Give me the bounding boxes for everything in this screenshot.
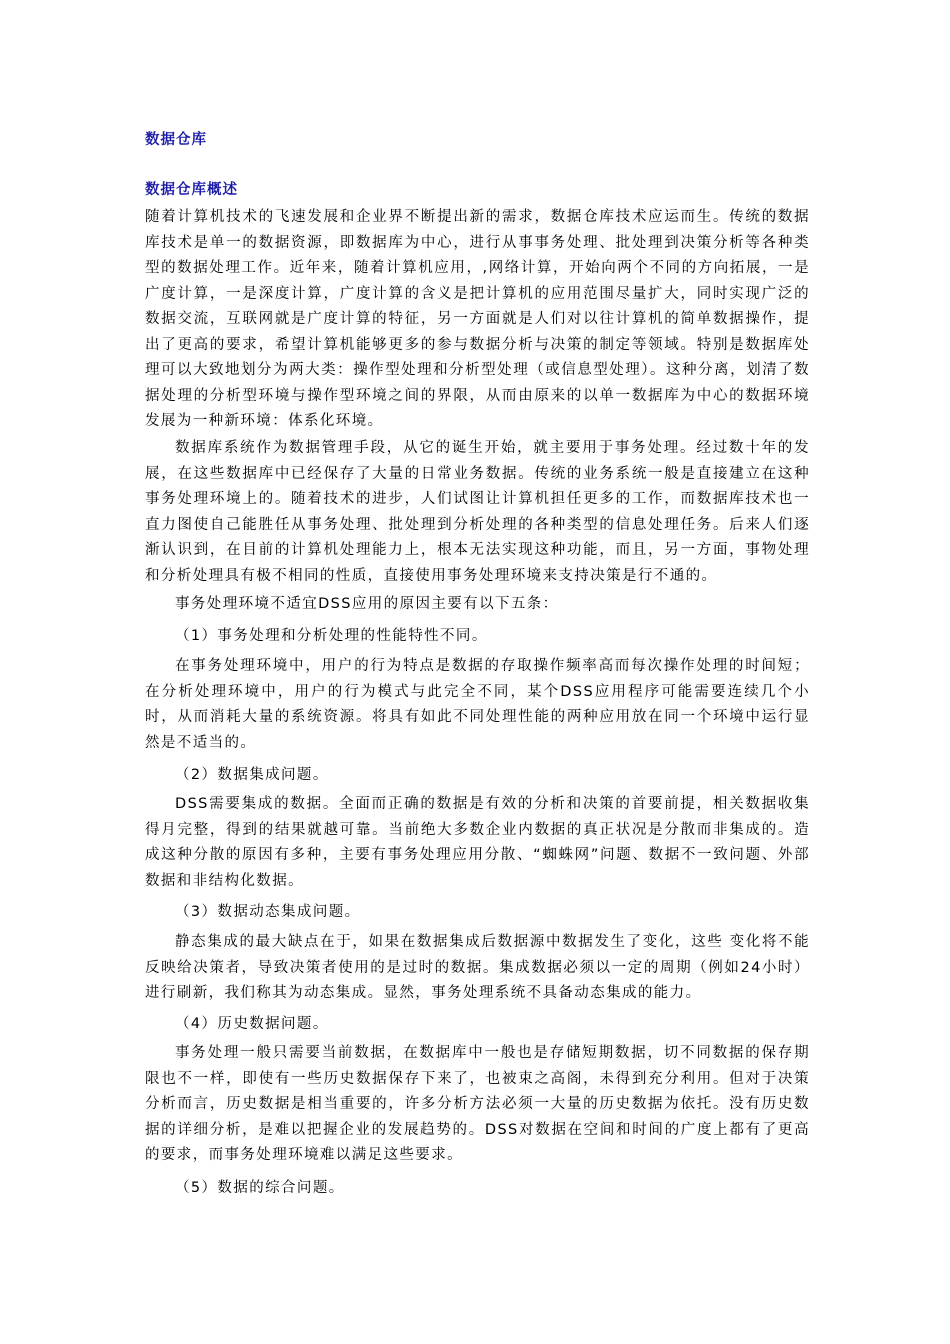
list-item-1: （1）事务处理和分析处理的性能特性不同。 [175, 628, 488, 644]
paragraph-intro: 随着计算机技术的飞速发展和企业界不断提出新的需求，数据仓库技术应运而生。传统的数据库技术是单一的数据资源，即数据库为中心，进行从事事务处理、批处理到决策分析等各种类型的数据处理工作。近年来，随着计算机应用，,网络计算，开始向两个不同的方向拓展，一是广度计算，一是深度计算，广度计算的含义是把计算机的应用范围尽量扩大，同时实现广泛的数据交流，互联网就是广度计算的特征，另一方面就是人们对以往计算机的简单数据操作，提出了更高的要求，希望计算机能够更多的参与数据分析与决策的制定等领域。特别是数据库处理可以大致地划分为两大类：操作型处理和分析型处理（或信息型处理）。这种分离，划清了数据处理的分析型环境与操作型环境之间的界限，从而由原来的以单一数据库为中心的数据环境发展为一种新环境：体系化环境。 [145, 209, 810, 429]
paragraph-dynamic-integration: 静态集成的最大缺点在于，如果在数据集成后数据源中数据发生了变化，这些 变化将不能反映给决策者，导致决策者使用的是过时的数据。集成数据必须以一定的周期（例如24小时）进行刷新，我们称其为动态集成。显然，事务处理系统不具备动态集成的能力。 [145, 934, 810, 1001]
list-item-3: （3）数据动态集成问题。 [175, 904, 361, 920]
paragraph-performance: 在事务处理环境中，用户的行为特点是数据的存取操作频率高而每次操作处理的时间短；在分析处理环境中，用户的行为模式与此完全不同，某个DSS应用程序可能需要连续几个小时，从而消耗大量的系统资源。将具有如此不同处理性能的两种应用放在同一个环境中运行显然是不适当的。 [145, 658, 810, 751]
paragraph-reasons: 事务处理环境不适宜DSS应用的原因主要有以下五条： [175, 596, 559, 612]
document-title: 数据仓库 [145, 132, 207, 148]
list-item-4: （4）历史数据问题。 [175, 1016, 329, 1032]
paragraph-historical-data: 事务处理一般只需要当前数据，在数据库中一般也是存储短期数据，切不同数据的保存期限也不一样，即使有一些历史数据保存下来了，也被束之高阁，未得到充分利用。但对于决策分析而言，历史数据是相当重要的，许多分析方法必须一大量的历史数据为依托。没有历史数据的详细分析，是难以把握企业的发展趋势的。DSS对数据在空间和时间的广度上都有了更高的要求，而事务处理环境难以满足这些要求。 [145, 1045, 810, 1163]
list-item-2: （2）数据集成问题。 [175, 767, 329, 783]
paragraph-database-systems: 数据库系统作为数据管理手段，从它的诞生开始，就主要用于事务处理。经过数十年的发展，在这些数据库中已经保存了大量的日常业务数据。传统的业务系统一般是直接建立在这种事务处理环境上的。随着技术的进步，人们试图让计算机担任更多的工作，而数据库技术也一直力图使自己能胜任从事务处理、批处理到分析处理的各种类型的信息处理任务。后来人们逐渐认识到，在目前的计算机处理能力上，根本无法实现这种功能，而且，另一方面，事物处理和分析处理具有极不相同的性质，直接使用事务处理环境来支持决策是行不通的。 [145, 440, 810, 584]
paragraph-integration: DSS需要集成的数据。全面而正确的数据是有效的分析和决策的首要前提，相关数据收集得月完整，得到的结果就越可靠。当前绝大多数企业内数据的真正状况是分散而非集成的。造成这种分散的原因有多种，主要有事务处理应用分散、“蜘蛛网”问题、数据不一致问题、外部数据和非结构化数据。 [145, 796, 810, 889]
list-item-5: （5）数据的综合问题。 [175, 1180, 345, 1196]
section-title: 数据仓库概述 [145, 182, 238, 198]
